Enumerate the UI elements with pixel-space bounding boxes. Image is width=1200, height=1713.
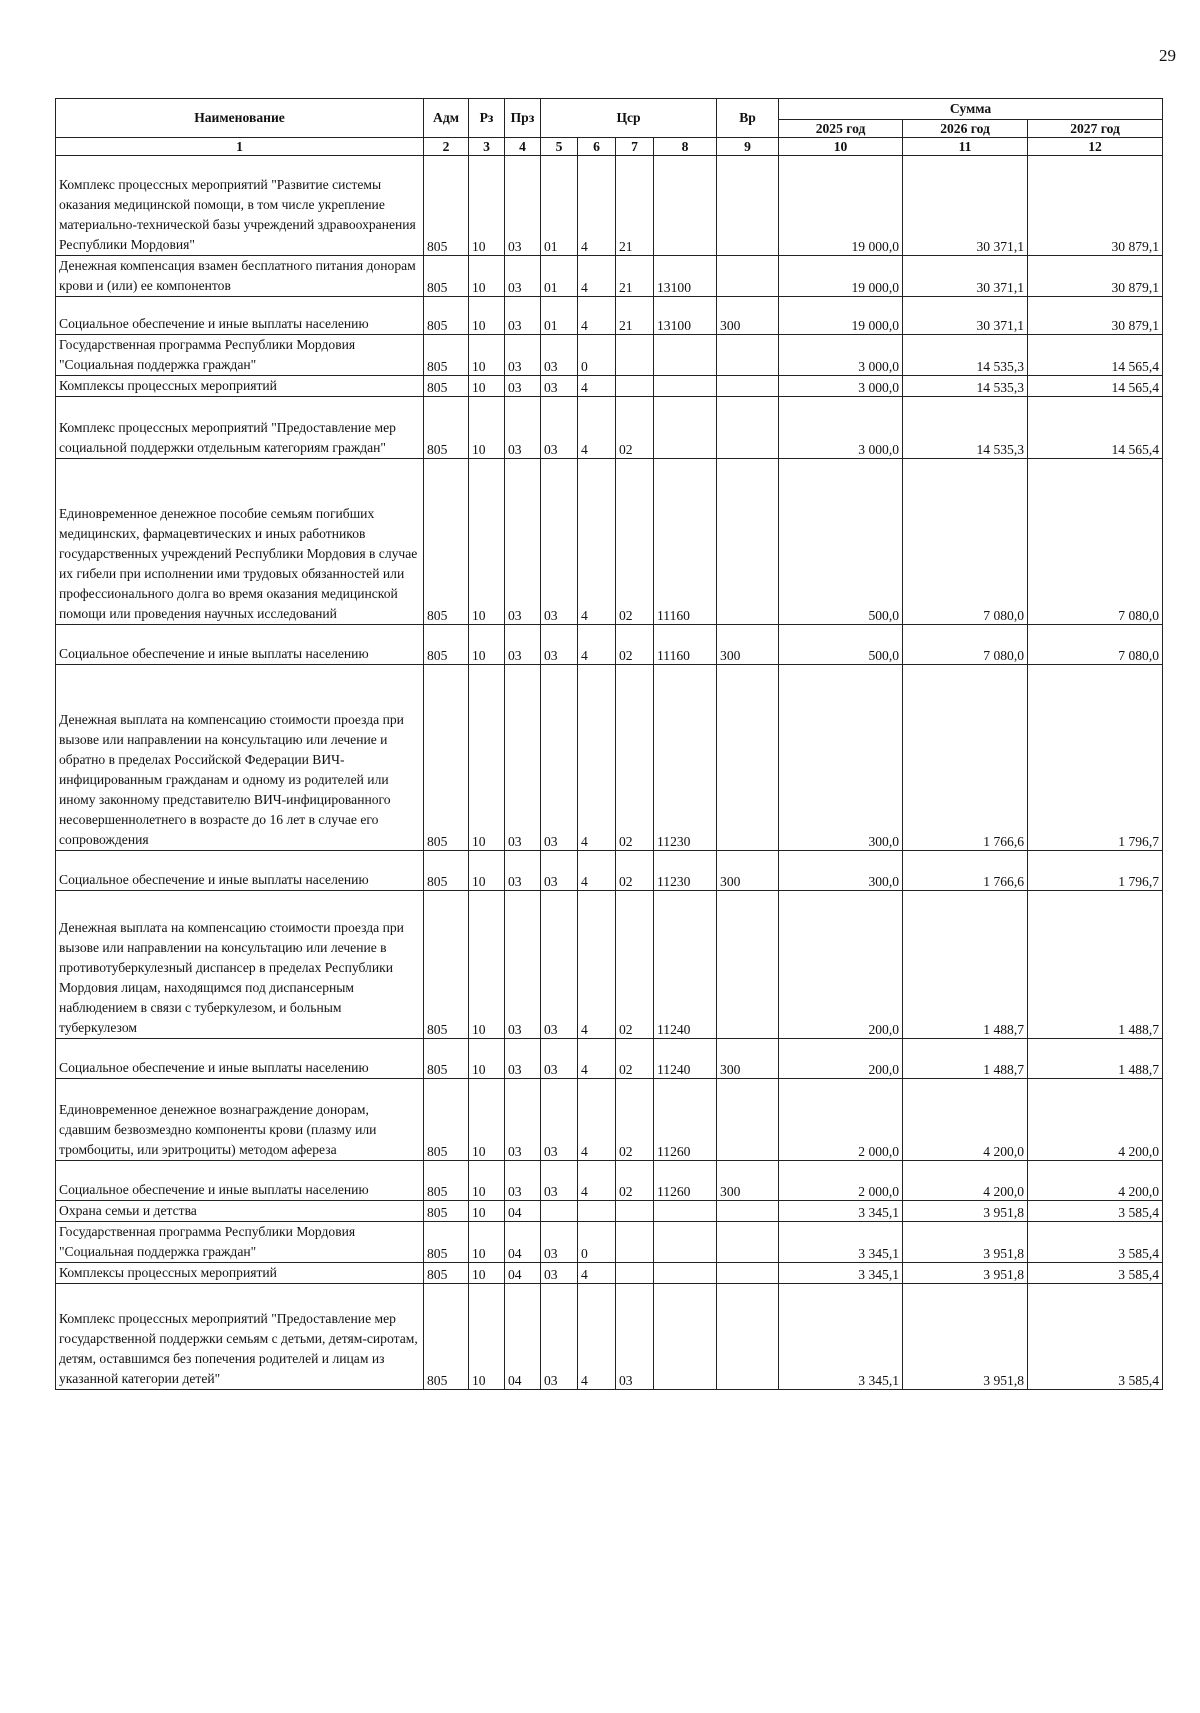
table-row [56,376,1163,397]
adm-code: 805 [424,156,469,256]
amount-2027: 14 565,4 [1028,335,1163,376]
csr-complex-code: 21 [616,297,654,335]
table-row [56,297,1163,335]
amount-2025: 3 000,0 [779,335,903,376]
row-name: Комплекс процессных мероприятий "Предоставление мер социальной поддержки отдельным категориям граждан" [56,397,424,459]
csr-type-code: 4 [578,297,616,335]
csr-type-code: 4 [578,665,616,851]
row-name: Социальное обеспечение и иные выплаты населению [56,1039,424,1079]
table-row [56,851,1163,891]
csr-type-code: 0 [578,335,616,376]
csr-direction-code: 11260 [654,1161,717,1201]
rz-code: 10 [469,851,505,891]
rz-code: 10 [469,1222,505,1263]
rz-code: 10 [469,665,505,851]
rz-code: 10 [469,397,505,459]
csr-type-code [578,1201,616,1222]
table-row [56,1263,1163,1284]
column-number: 11 [903,138,1028,156]
adm-code: 805 [424,335,469,376]
csr-type-code: 4 [578,1039,616,1079]
header-name: Наименование [56,99,424,138]
amount-2027: 3 585,4 [1028,1201,1163,1222]
csr-program-code: 03 [541,376,578,397]
vr-code [717,376,779,397]
rz-code: 10 [469,1263,505,1284]
amount-2027: 30 879,1 [1028,256,1163,297]
prz-code: 04 [505,1284,541,1390]
csr-complex-code: 03 [616,1284,654,1390]
vr-code [717,1284,779,1390]
prz-code: 04 [505,1201,541,1222]
adm-code: 805 [424,665,469,851]
adm-code: 805 [424,1079,469,1161]
row-name: Денежная компенсация взамен бесплатного питания донорам крови и (или) ее компонентов [56,256,424,297]
adm-code: 805 [424,1222,469,1263]
table-row [56,1079,1163,1161]
row-name: Социальное обеспечение и иные выплаты населению [56,1161,424,1201]
prz-code: 03 [505,156,541,256]
rz-code: 10 [469,335,505,376]
prz-code: 03 [505,625,541,665]
table-row [56,256,1163,297]
prz-code: 03 [505,665,541,851]
amount-2026: 1 488,7 [903,1039,1028,1079]
prz-code: 04 [505,1222,541,1263]
table-body [56,156,1163,1390]
amount-2025: 19 000,0 [779,297,903,335]
column-number: 12 [1028,138,1163,156]
rz-code: 10 [469,891,505,1039]
table-row [56,1161,1163,1201]
csr-complex-code [616,1201,654,1222]
csr-type-code: 4 [578,1079,616,1161]
table-row [56,1039,1163,1079]
vr-code: 300 [717,625,779,665]
vr-code [717,335,779,376]
rz-code: 10 [469,459,505,625]
amount-2025: 3 345,1 [779,1222,903,1263]
prz-code: 03 [505,1079,541,1161]
csr-program-code: 03 [541,625,578,665]
amount-2027: 1 488,7 [1028,1039,1163,1079]
csr-type-code: 4 [578,1284,616,1390]
adm-code: 805 [424,625,469,665]
amount-2025: 3 000,0 [779,376,903,397]
header-vr: Вр [717,99,779,138]
csr-type-code: 4 [578,891,616,1039]
amount-2025: 300,0 [779,665,903,851]
amount-2026: 3 951,8 [903,1222,1028,1263]
amount-2026: 4 200,0 [903,1161,1028,1201]
row-name: Денежная выплата на компенсацию стоимости проезда при вызове или направлении на консультацию или лечение в противотуберкулезный диспансер в пределах Республики Мордовия лицам, находящимся под диспансерным наблюдением в связи с туберкулезом, и больным туберкулезом [56,891,424,1039]
csr-type-code: 4 [578,376,616,397]
csr-program-code [541,1201,578,1222]
amount-2025: 300,0 [779,851,903,891]
csr-direction-code [654,397,717,459]
row-name: Государственная программа Республики Мордовия "Социальная поддержка граждан" [56,1222,424,1263]
csr-complex-code: 02 [616,625,654,665]
vr-code: 300 [717,1039,779,1079]
csr-type-code: 4 [578,256,616,297]
csr-direction-code: 11160 [654,459,717,625]
table-row [56,1201,1163,1222]
table-row [56,1222,1163,1263]
column-number: 1 [56,138,424,156]
csr-program-code: 03 [541,1039,578,1079]
csr-complex-code [616,335,654,376]
amount-2027: 30 879,1 [1028,297,1163,335]
vr-code [717,1079,779,1161]
csr-program-code: 03 [541,1161,578,1201]
table-row [56,156,1163,256]
page-number: 29 [1159,46,1176,65]
adm-code: 805 [424,1161,469,1201]
csr-type-code: 4 [578,459,616,625]
csr-program-code: 03 [541,1284,578,1390]
header-rz: Рз [469,99,505,138]
adm-code: 805 [424,397,469,459]
amount-2027: 30 879,1 [1028,156,1163,256]
prz-code: 03 [505,459,541,625]
csr-direction-code: 11240 [654,891,717,1039]
prz-code: 03 [505,891,541,1039]
rz-code: 10 [469,256,505,297]
amount-2026: 1 766,6 [903,851,1028,891]
amount-2026: 1 766,6 [903,665,1028,851]
table-row [56,665,1163,851]
table-row [56,1284,1163,1390]
csr-complex-code: 02 [616,397,654,459]
rz-code: 10 [469,1201,505,1222]
adm-code: 805 [424,1284,469,1390]
adm-code: 805 [424,1263,469,1284]
prz-code: 03 [505,297,541,335]
amount-2025: 2 000,0 [779,1161,903,1201]
csr-direction-code: 11230 [654,665,717,851]
column-number: 8 [654,138,717,156]
amount-2025: 2 000,0 [779,1079,903,1161]
csr-complex-code: 02 [616,665,654,851]
csr-direction-code: 13100 [654,256,717,297]
amount-2025: 500,0 [779,625,903,665]
csr-complex-code: 02 [616,1161,654,1201]
rz-code: 10 [469,1284,505,1390]
vr-code [717,459,779,625]
amount-2027: 4 200,0 [1028,1161,1163,1201]
amount-2026: 30 371,1 [903,256,1028,297]
csr-program-code: 03 [541,1222,578,1263]
row-name: Социальное обеспечение и иные выплаты населению [56,297,424,335]
csr-type-code: 4 [578,1161,616,1201]
amount-2026: 3 951,8 [903,1284,1028,1390]
csr-program-code: 03 [541,1079,578,1161]
amount-2026: 14 535,3 [903,335,1028,376]
vr-code: 300 [717,297,779,335]
column-number: 9 [717,138,779,156]
amount-2027: 1 796,7 [1028,665,1163,851]
amount-2027: 14 565,4 [1028,397,1163,459]
header-year-2027: 2027 год [1028,120,1163,138]
adm-code: 805 [424,851,469,891]
csr-complex-code: 02 [616,891,654,1039]
csr-direction-code [654,1222,717,1263]
csr-program-code: 03 [541,1263,578,1284]
amount-2025: 3 345,1 [779,1263,903,1284]
adm-code: 805 [424,1201,469,1222]
csr-complex-code: 02 [616,459,654,625]
csr-direction-code: 11230 [654,851,717,891]
row-name: Единовременное денежное пособие семьям погибших медицинских, фармацевтических и иных работников государственных учреждений Республики Мордовия в случае их гибели при исполнении ими трудовых обязанностей или профессионального долга во время оказания медицинской помощи или проведения научных исследований [56,459,424,625]
column-number: 7 [616,138,654,156]
table-row [56,397,1163,459]
adm-code: 805 [424,297,469,335]
column-number: 6 [578,138,616,156]
row-name: Комплекс процессных мероприятий "Развитие системы оказания медицинской помощи, в том числе укрепление материально-технической базы учреждений здравоохранения Республики Мордовия" [56,156,424,256]
amount-2025: 200,0 [779,891,903,1039]
amount-2025: 3 345,1 [779,1201,903,1222]
adm-code: 805 [424,256,469,297]
column-number: 3 [469,138,505,156]
amount-2026: 7 080,0 [903,459,1028,625]
amount-2027: 3 585,4 [1028,1222,1163,1263]
prz-code: 03 [505,1039,541,1079]
csr-program-code: 03 [541,665,578,851]
csr-program-code: 03 [541,851,578,891]
csr-complex-code [616,376,654,397]
csr-program-code: 01 [541,297,578,335]
vr-code [717,156,779,256]
prz-code: 03 [505,335,541,376]
amount-2025: 3 000,0 [779,397,903,459]
row-name: Комплекс процессных мероприятий "Предоставление мер государственной поддержки семьям с детьми, детям-сиротам, детям, оставшимся без попечения родителей и лицам из указанной категории детей" [56,1284,424,1390]
column-number: 5 [541,138,578,156]
csr-type-code: 4 [578,397,616,459]
amount-2027: 1 488,7 [1028,891,1163,1039]
rz-code: 10 [469,625,505,665]
csr-direction-code [654,376,717,397]
csr-direction-code [654,1263,717,1284]
csr-direction-code [654,1284,717,1390]
row-name: Денежная выплата на компенсацию стоимости проезда при вызове или направлении на консультацию или лечение и обратно в пределах Российской Федерации ВИЧ-инфицированным гражданам и одному из родителей или иному законному представителю ВИЧ-инфицированного несовершеннолетнего в возрасте до 16 лет в случае его сопровождения [56,665,424,851]
table-row [56,335,1163,376]
prz-code: 03 [505,851,541,891]
csr-program-code: 03 [541,397,578,459]
csr-type-code: 4 [578,851,616,891]
vr-code [717,1263,779,1284]
row-name: Комплексы процессных мероприятий [56,1263,424,1284]
csr-direction-code [654,156,717,256]
header-prz: Прз [505,99,541,138]
vr-code [717,891,779,1039]
amount-2027: 7 080,0 [1028,459,1163,625]
csr-direction-code: 11240 [654,1039,717,1079]
amount-2027: 7 080,0 [1028,625,1163,665]
vr-code: 300 [717,1161,779,1201]
prz-code: 03 [505,1161,541,1201]
amount-2025: 19 000,0 [779,256,903,297]
amount-2027: 3 585,4 [1028,1263,1163,1284]
column-number: 10 [779,138,903,156]
csr-type-code: 4 [578,625,616,665]
csr-program-code: 01 [541,156,578,256]
vr-code [717,1222,779,1263]
csr-direction-code [654,1201,717,1222]
header-year-2026: 2026 год [903,120,1028,138]
table-row [56,625,1163,665]
amount-2027: 4 200,0 [1028,1079,1163,1161]
amount-2026: 4 200,0 [903,1079,1028,1161]
rz-code: 10 [469,376,505,397]
csr-complex-code: 02 [616,1079,654,1161]
csr-program-code: 03 [541,335,578,376]
vr-code: 300 [717,851,779,891]
csr-complex-code: 21 [616,256,654,297]
row-name: Государственная программа Республики Мордовия "Социальная поддержка граждан" [56,335,424,376]
amount-2025: 500,0 [779,459,903,625]
header-year-2025: 2025 год [779,120,903,138]
rz-code: 10 [469,297,505,335]
amount-2026: 30 371,1 [903,297,1028,335]
csr-complex-code: 02 [616,851,654,891]
amount-2025: 19 000,0 [779,156,903,256]
rz-code: 10 [469,1161,505,1201]
row-name: Охрана семьи и детства [56,1201,424,1222]
rz-code: 10 [469,1079,505,1161]
adm-code: 805 [424,376,469,397]
adm-code: 805 [424,459,469,625]
prz-code: 03 [505,397,541,459]
vr-code [717,1201,779,1222]
csr-direction-code: 11260 [654,1079,717,1161]
csr-program-code: 03 [541,459,578,625]
csr-complex-code: 21 [616,156,654,256]
amount-2026: 3 951,8 [903,1201,1028,1222]
csr-complex-code [616,1263,654,1284]
budget-table [55,98,1163,1390]
prz-code: 03 [505,376,541,397]
amount-2026: 14 535,3 [903,397,1028,459]
amount-2026: 3 951,8 [903,1263,1028,1284]
csr-direction-code: 13100 [654,297,717,335]
prz-code: 03 [505,256,541,297]
csr-program-code: 03 [541,891,578,1039]
csr-direction-code [654,335,717,376]
table-row [56,459,1163,625]
header-adm: Адм [424,99,469,138]
row-name: Единовременное денежное вознаграждение донорам, сдавшим безвозмездно компоненты крови (плазму или тромбоциты, или эритроциты) методом афереза [56,1079,424,1161]
csr-type-code: 0 [578,1222,616,1263]
csr-type-code: 4 [578,156,616,256]
amount-2026: 30 371,1 [903,156,1028,256]
amount-2026: 1 488,7 [903,891,1028,1039]
row-name: Социальное обеспечение и иные выплаты населению [56,625,424,665]
csr-complex-code: 02 [616,1039,654,1079]
amount-2025: 200,0 [779,1039,903,1079]
row-name: Социальное обеспечение и иные выплаты населению [56,851,424,891]
header-csr: Цср [541,99,717,138]
csr-program-code: 01 [541,256,578,297]
csr-type-code: 4 [578,1263,616,1284]
column-number-row [56,138,1163,156]
vr-code [717,665,779,851]
rz-code: 10 [469,1039,505,1079]
vr-code [717,397,779,459]
csr-direction-code: 11160 [654,625,717,665]
adm-code: 805 [424,891,469,1039]
vr-code [717,256,779,297]
column-number: 2 [424,138,469,156]
column-number: 4 [505,138,541,156]
amount-2025: 3 345,1 [779,1284,903,1390]
row-name: Комплексы процессных мероприятий [56,376,424,397]
prz-code: 04 [505,1263,541,1284]
header-sum: Сумма [779,99,1163,120]
amount-2027: 3 585,4 [1028,1284,1163,1390]
csr-complex-code [616,1222,654,1263]
amount-2026: 7 080,0 [903,625,1028,665]
table-row [56,891,1163,1039]
amount-2027: 1 796,7 [1028,851,1163,891]
adm-code: 805 [424,1039,469,1079]
rz-code: 10 [469,156,505,256]
amount-2026: 14 535,3 [903,376,1028,397]
amount-2027: 14 565,4 [1028,376,1163,397]
